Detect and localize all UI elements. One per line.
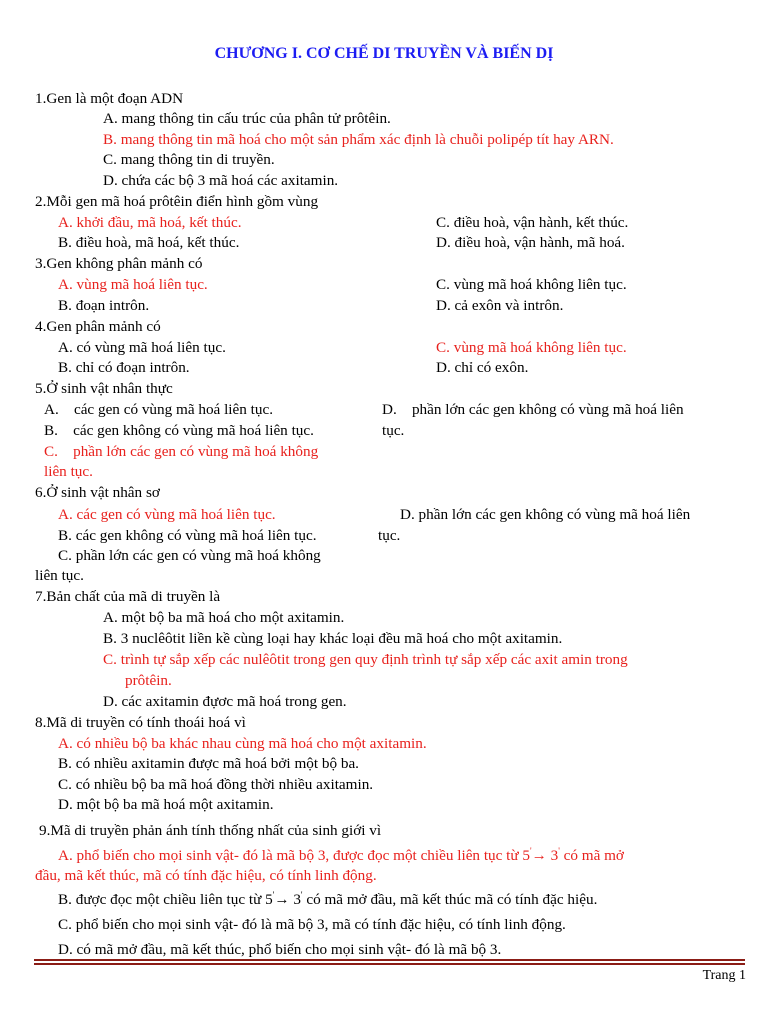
- q8-option-b: B. có nhiều axitamin được mã hoá bởi một bộ ba.: [58, 755, 359, 772]
- question-9-stem: 9.Mã di truyền phản ánh tính thống nhất của sinh giới vì: [39, 822, 382, 839]
- q7-option-b: B. 3 nuclêôtit liền kề cùng loại hay khác loại đều mã hoá cho một axitamin.: [103, 630, 563, 647]
- q2-option-c: C. điều hoà, vận hành, kết thúc.: [436, 214, 629, 231]
- question-7-stem: 7.Bản chất của mã di truyền là: [35, 588, 221, 605]
- q9-option-c: C. phổ biến cho mọi sinh vật- đó là mã bộ 3, mã có tính đặc hiệu, có tính linh động.: [58, 916, 566, 933]
- q5-option-c-answer-line2: liên tục.: [44, 463, 93, 480]
- q5-option-d-line1: D. phần lớn các gen không có vùng mã hoá liên: [382, 401, 684, 418]
- q1-option-c: C. mang thông tin di truyền.: [103, 151, 275, 168]
- q8-option-d: D. một bộ ba mã hoá một axitamin.: [58, 796, 274, 813]
- q5-option-a: A. các gen có vùng mã hoá liên tục.: [44, 401, 273, 418]
- q7-option-a: A. một bộ ba mã hoá cho một axitamin.: [103, 609, 345, 626]
- question-5-stem: 5.Ở sinh vật nhân thực: [35, 380, 173, 397]
- q6-option-c-line1: C. phần lớn các gen có vùng mã hoá không: [58, 547, 321, 564]
- q7-option-c-answer-line2: prôtêin.: [125, 672, 172, 689]
- q4-option-a: A. có vùng mã hoá liên tục.: [58, 339, 226, 356]
- q7-option-c-answer-line1: C. trình tự sắp xếp các nulêôtit trong gen quy định trình tự sắp xếp các axit amin trong: [103, 651, 628, 668]
- q8-option-a-answer: A. có nhiều bộ ba khác nhau cùng mã hoá cho một axitamin.: [58, 735, 427, 752]
- page-number: Trang 1: [702, 968, 746, 983]
- q6-option-d-line1: D. phần lớn các gen không có vùng mã hoá liên: [400, 506, 691, 523]
- q5-option-d-line2: tục.: [382, 422, 405, 439]
- page-title: CHƯƠNG I. CƠ CHẾ DI TRUYỀN VÀ BIẾN DỊ: [214, 45, 554, 62]
- question-4-stem: 4.Gen phân mảnh có: [35, 318, 161, 335]
- question-8-stem: 8.Mã di truyền có tính thoái hoá vì: [35, 714, 246, 731]
- q1-option-a: A. mang thông tin cấu trúc của phân tử prôtêin.: [103, 110, 391, 127]
- q2-option-a-answer: A. khởi đầu, mã hoá, kết thúc.: [58, 214, 242, 231]
- q6-option-c-line2: liên tục.: [35, 567, 84, 584]
- q4-option-b: B. chỉ có đoạn intrôn.: [58, 359, 190, 376]
- question-1-stem: 1.Gen là một đoạn ADN: [35, 90, 184, 107]
- q4-option-c-answer: C. vùng mã hoá không liên tục.: [436, 339, 627, 356]
- footer-rule-bottom: [34, 963, 745, 965]
- question-3-stem: 3.Gen không phân mảnh có: [35, 255, 203, 272]
- q2-option-d: D. điều hoà, vận hành, mã hoá.: [436, 234, 625, 251]
- q9-option-b: B. được đọc một chiều liên tục từ 5'→ 3' có mã mở đầu, mã kết thúc mã có tính đặc hiệu.: [58, 890, 598, 908]
- question-6-stem: 6.Ở sinh vật nhân sơ: [35, 484, 160, 501]
- q6-option-d-line2: tục.: [378, 527, 401, 544]
- q4-option-d: D. chỉ có exôn.: [436, 359, 529, 376]
- footer-rule-top: [34, 959, 745, 961]
- q3-option-a-answer: A. vùng mã hoá liên tục.: [58, 276, 208, 293]
- q1-option-d: D. chứa các bộ 3 mã hoá các axitamin.: [103, 172, 339, 189]
- question-2-stem: 2.Mỗi gen mã hoá prôtêin điển hình gồm vùng: [35, 193, 319, 210]
- q6-option-b: B. các gen không có vùng mã hoá liên tục.: [58, 527, 317, 544]
- q9-option-a-answer-line1: A. phổ biến cho mọi sinh vật- đó là mã bộ 3, được đọc một chiều liên tục từ 5'→ 3' có mã mở: [58, 846, 624, 864]
- q3-option-c: C. vùng mã hoá không liên tục.: [436, 276, 627, 293]
- q9-option-a-answer-line2: đầu, mã kết thúc, mã có tính đặc hiệu, có tính linh động.: [35, 867, 377, 884]
- q8-option-c: C. có nhiều bộ ba mã hoá đồng thời nhiều axitamin.: [58, 776, 374, 793]
- q5-option-b: B. các gen không có vùng mã hoá liên tục.: [44, 422, 314, 439]
- q5-option-c-answer-line1: C. phần lớn các gen có vùng mã hoá không: [44, 443, 319, 460]
- q6-option-a-answer: A. các gen có vùng mã hoá liên tục.: [58, 506, 276, 523]
- q7-option-d: D. các axitamin đựơc mã hoá trong gen.: [103, 693, 347, 710]
- q2-option-b: B. điều hoà, mã hoá, kết thúc.: [58, 234, 240, 251]
- q9-option-d: D. có mã mở đầu, mã kết thúc, phổ biến cho mọi sinh vật- đó là mã bộ 3.: [58, 941, 502, 958]
- q3-option-d: D. cả exôn và intrôn.: [436, 297, 564, 314]
- q1-option-b-answer: B. mang thông tin mã hoá cho một sản phẩm xác định là chuỗi polipép tít hay ARN.: [103, 131, 614, 148]
- q3-option-b: B. đoạn intrôn.: [58, 297, 150, 314]
